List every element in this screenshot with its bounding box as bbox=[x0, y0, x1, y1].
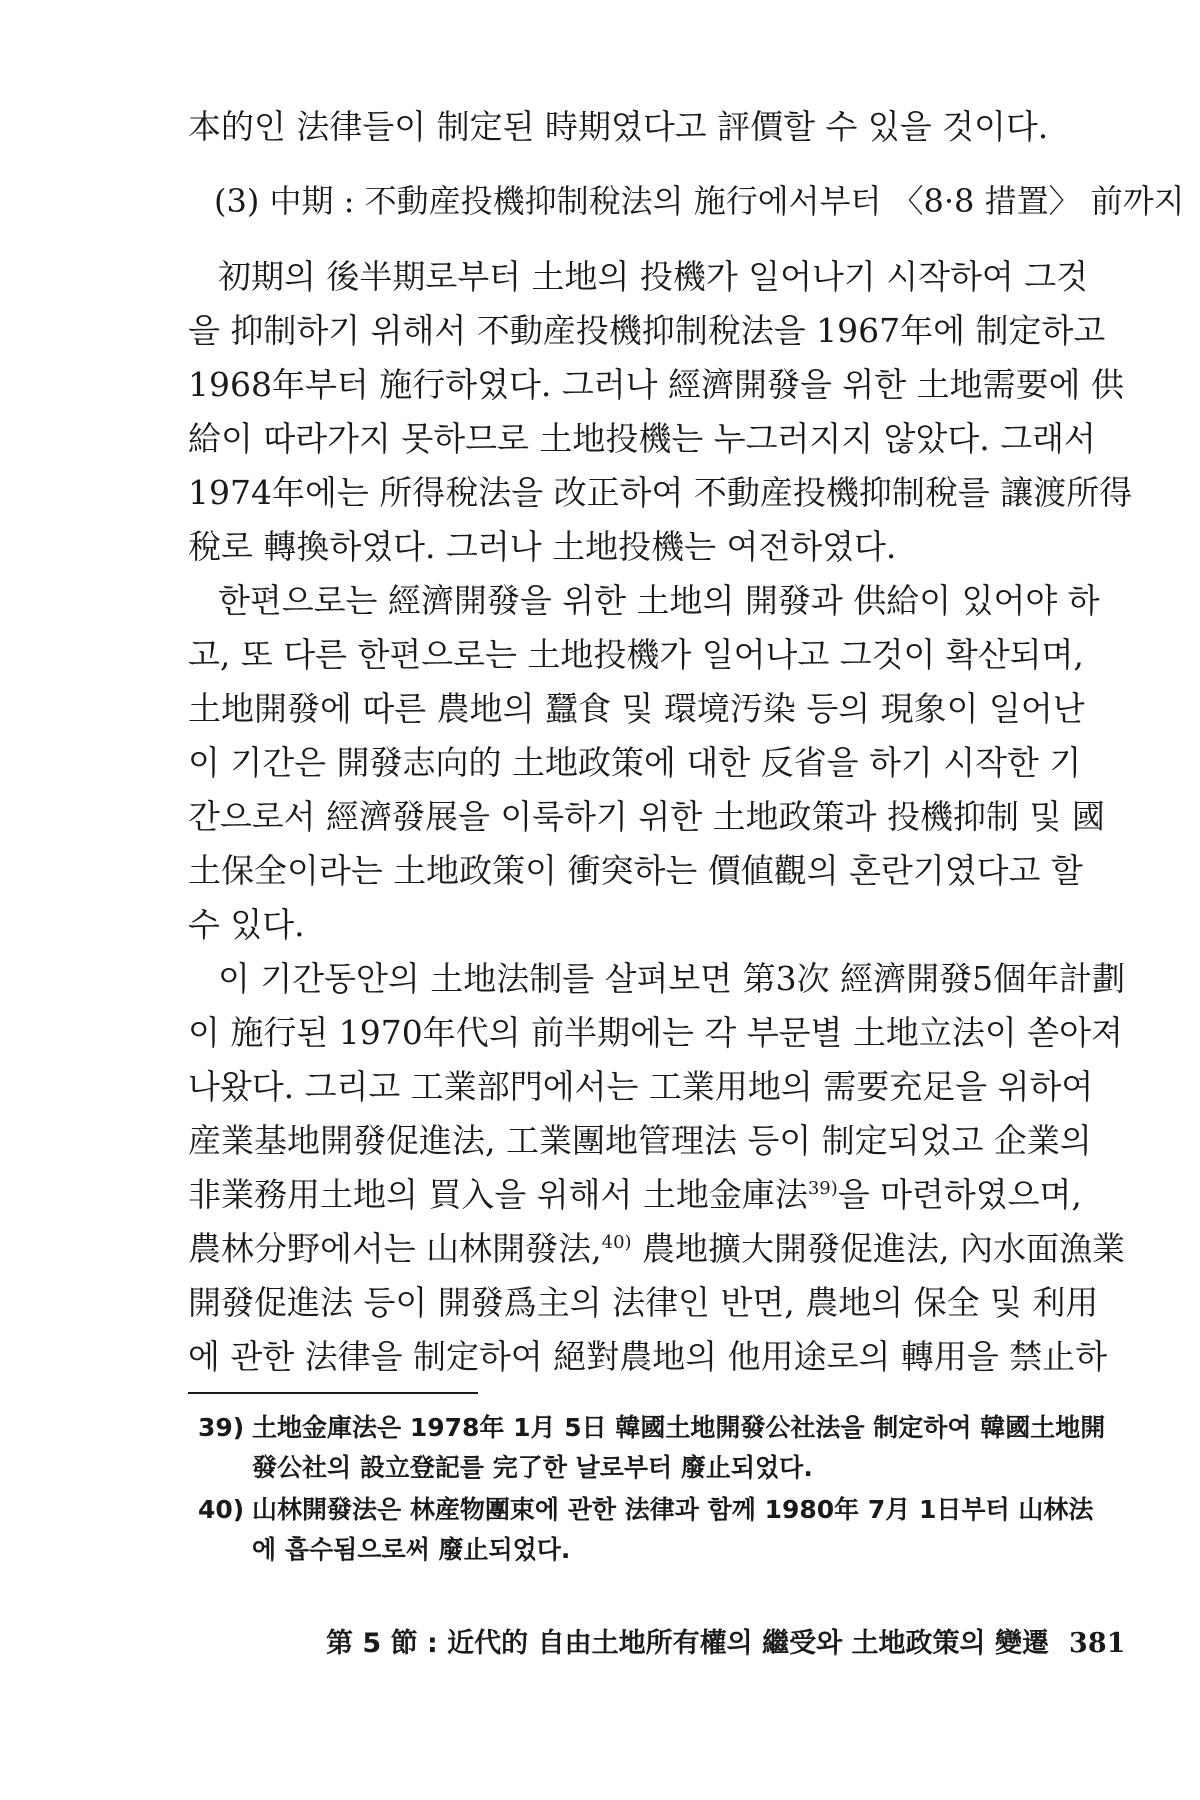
body-line-3: 初期의 後半期로부터 土地의 投機가 일어나기 시작하여 그것 bbox=[218, 257, 1088, 296]
body-line-17: 이 施行된 1970年代의 前半期에는 각 부문별 土地立法이 쏟아져 bbox=[188, 1013, 1123, 1052]
body-line-16: 이 기간동안의 土地法制를 살펴보면 第3次 經濟開發5個年計劃 bbox=[218, 959, 1126, 998]
body-line-19: 産業基地開發促進法, 工業團地管理法 등이 制定되었고 企業의 bbox=[188, 1121, 1092, 1160]
body-line-22: 開發促進法 등이 開發爲主의 法律인 반면, 農地의 保全 및 利用 bbox=[188, 1283, 1099, 1322]
body-line-13: 간으로서 經濟發展을 이룩하기 위한 土地政策과 投機抑制 및 國 bbox=[188, 797, 1105, 836]
body-line-20 bbox=[188, 1175, 1082, 1215]
body-line-18: 나왔다. 그리고 工業部門에서는 工業用地의 需要充足을 위하여 bbox=[188, 1067, 1094, 1106]
footnote-40-line-2: 에 흡수됨으로써 廢止되었다. bbox=[252, 1535, 571, 1564]
body-line-4: 을 抑制하기 위해서 不動産投機抑制稅法을 1967年에 制定하고 bbox=[188, 311, 1106, 350]
body-line-23: 에 관한 法律을 制定하여 絕對農地의 他用途로의 轉用을 禁止하 bbox=[188, 1337, 1108, 1376]
page-footer bbox=[326, 1627, 1125, 1661]
section-heading: (3) 中期 : 不動産投機抑制稅法의 施行에서부터 〈8·8 措置〉 前까지 bbox=[214, 182, 1185, 220]
body-line-6: 給이 따라가지 못하므로 土地投機는 누그러지지 않았다. 그래서 bbox=[188, 419, 1096, 458]
text-segment: 非業務用土地의 買入을 위해서 土地金庫法 bbox=[188, 1175, 808, 1214]
body-line-7: 1974年에는 所得稅法을 改正하여 不動産投機抑制稅를 讓渡所得 bbox=[188, 473, 1133, 512]
text-segment: 을 마련하였으며, bbox=[837, 1175, 1082, 1214]
footnote-ref-40[interactable]: 40) bbox=[601, 1232, 632, 1253]
footnote-39-line-1: 土地金庫法은 1978年 1月 5日 韓國土地開發公社法을 制定하여 韓國土地開 bbox=[252, 1413, 1106, 1442]
body-line-9: 한편으로는 經濟開發을 위한 土地의 開發과 供給이 있어야 하 bbox=[218, 581, 1100, 620]
body-line-14: 土保全이라는 土地政策이 衝突하는 價値觀의 혼란기였다고 할 bbox=[188, 851, 1083, 890]
footnote-40-number: 40) bbox=[198, 1495, 245, 1524]
page-number: 381 bbox=[1069, 1628, 1126, 1659]
body-line-10: 고, 또 다른 한편으로는 土地投機가 일어나고 그것이 확산되며, bbox=[188, 635, 1084, 674]
body-line-12: 이 기간은 開發志向的 土地政策에 대한 反省을 하기 시작한 기 bbox=[188, 743, 1082, 782]
footnote-ref-39[interactable]: 39) bbox=[807, 1178, 838, 1199]
body-line-15: 수 있다. bbox=[188, 905, 305, 944]
footnote-40-line-1: 山林開發法은 林産物團束에 관한 法律과 함께 1980年 7月 1日부터 山林法 bbox=[252, 1495, 1094, 1524]
footnote-39-line-2: 發公社의 設立登記를 完了한 날로부터 廢止되었다. bbox=[252, 1453, 813, 1482]
body-line-1: 本的인 法律들이 制定된 時期였다고 評價할 수 있을 것이다. bbox=[188, 107, 1049, 146]
footnote-39-number: 39) bbox=[198, 1413, 245, 1442]
text-segment: 農林分野에서는 山林開發法, bbox=[188, 1229, 602, 1268]
body-line-8: 稅로 轉換하였다. 그러나 土地投機는 여전하였다. bbox=[188, 527, 897, 566]
body-line-11: 土地開發에 따른 農地의 蠶食 및 環境汚染 등의 現象이 일어난 bbox=[188, 689, 1085, 728]
footnote-divider bbox=[188, 1392, 478, 1394]
running-title: 第 5 節 : 近代的 自由土地所有權의 繼受와 土地政策의 變遷 bbox=[326, 1628, 1050, 1659]
body-line-21 bbox=[188, 1229, 1126, 1269]
text-segment: 農地擴大開發促進法, 內水面漁業 bbox=[631, 1229, 1126, 1268]
body-line-5: 1968年부터 施行하였다. 그러나 經濟開發을 위한 土地需要에 供 bbox=[188, 365, 1124, 404]
